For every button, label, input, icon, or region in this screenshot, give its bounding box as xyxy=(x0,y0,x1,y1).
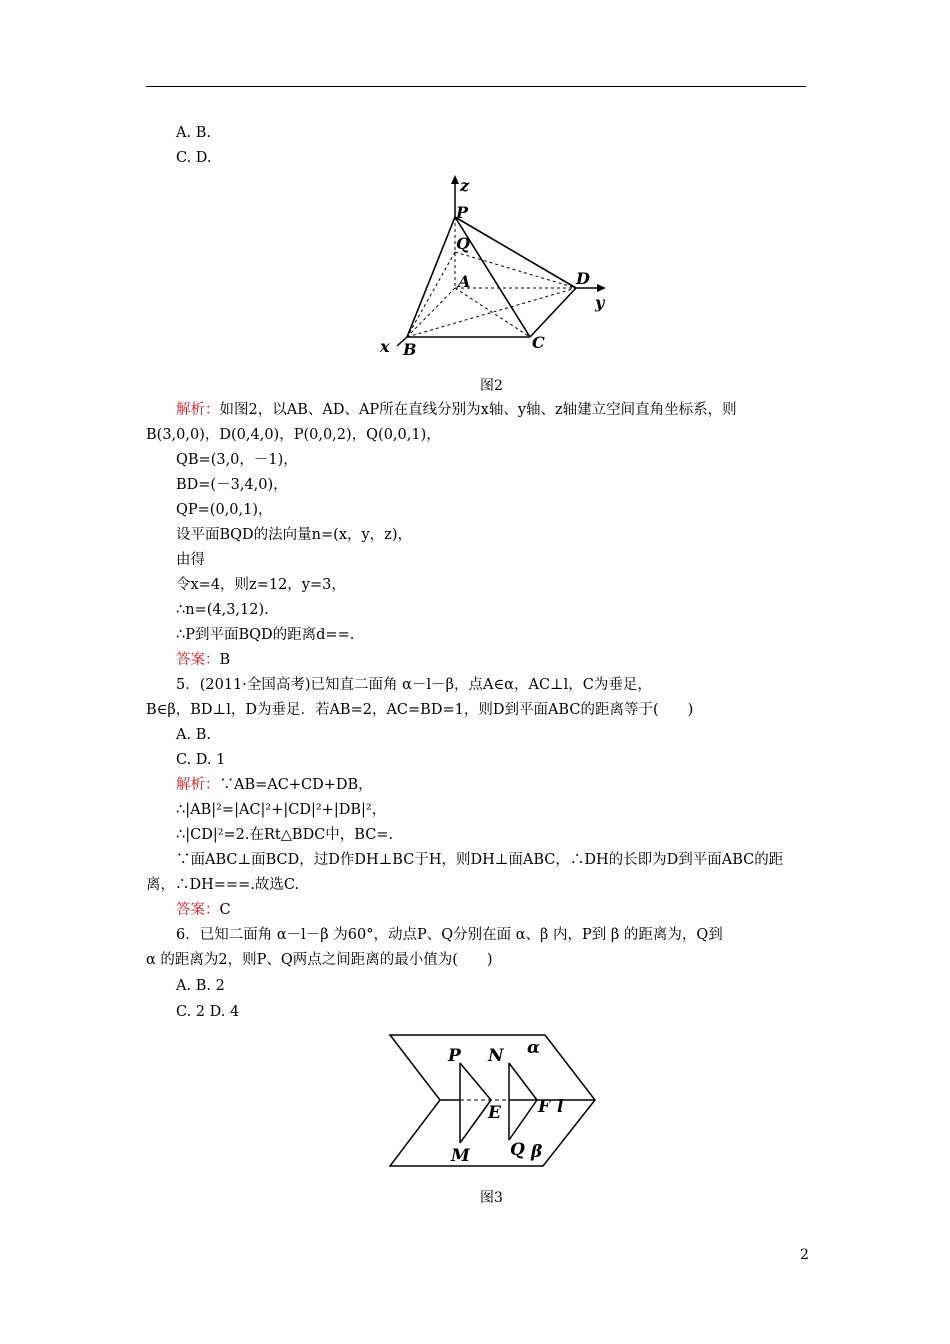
q4-distance-line: ∴P到平面BQD的距离d==. xyxy=(176,627,355,643)
fig2-label-b: B xyxy=(403,340,417,359)
q4-options-line1: A. B. xyxy=(176,125,211,141)
q4-coords-line: B(3,0,0)，D(0,4,0)，P(0,0,2)，Q(0,0,1)， xyxy=(146,427,441,443)
q4-answer-line xyxy=(176,650,230,670)
q5-answer-label: 答案： xyxy=(176,902,220,918)
fig2-label-q: Q xyxy=(456,234,470,253)
fig3-label-beta: β xyxy=(531,1142,543,1162)
q5-solution-line2: ∴|AB|²=|AC|²+|CD|²+|DB|²， xyxy=(176,802,387,818)
q5-options-line1: A. B. xyxy=(176,727,211,743)
q5-answer-value: C xyxy=(219,902,231,918)
q5-solution-line3: ∴|CD|²=2.在Rt△BDC中，BC=. xyxy=(176,827,394,843)
q6-options-line1: A. B. 2 xyxy=(176,978,225,994)
q4-bd-line: BD=(－3,4,0)， xyxy=(176,477,288,493)
q4-youde-line: 由得 xyxy=(176,552,205,568)
q4-answer-label: 答案： xyxy=(176,652,220,668)
figure-3-dihedral xyxy=(385,1030,600,1172)
q5-solution-label: 解析： xyxy=(176,777,220,793)
fig3-label-q: Q xyxy=(510,1140,525,1160)
fig2-label-y: y xyxy=(595,293,605,312)
header-rule xyxy=(146,86,806,87)
fig3-label-l: l xyxy=(557,1097,564,1117)
q5-solution-line1 xyxy=(176,775,373,795)
q4-n-line: ∴n=(4,3,12). xyxy=(176,602,269,618)
q4-solution-label: 解析： xyxy=(176,402,220,418)
q5-solution-line5: 离，∴DH===.故选C. xyxy=(146,877,300,893)
fig3-label-p: P xyxy=(448,1046,461,1066)
q6-options-line2: C. 2 D. 4 xyxy=(176,1004,240,1020)
figure-2-pyramid xyxy=(370,172,620,364)
q5-solution-text: ∵AB=AC+CD+DB， xyxy=(219,777,373,793)
fig2-label-d: D xyxy=(576,269,590,288)
fig3-label-m: M xyxy=(451,1146,470,1166)
fig3-label-f: F xyxy=(538,1097,551,1117)
page-number: 2 xyxy=(800,1247,809,1263)
q4-qp-line: QP=(0,0,1)， xyxy=(176,502,273,518)
q6-stem-line2: α 的距离为2，则P、Q两点之间距离的最小值为( ) xyxy=(146,952,493,968)
q5-answer-line xyxy=(176,900,231,920)
fig2-label-c: C xyxy=(532,333,545,352)
q4-answer-value: B xyxy=(219,652,231,668)
q5-stem-line1: 5．(2011·全国高考)已知直二面角 α－l－β，点A∈α，AC⊥l，C为垂足， xyxy=(176,677,652,693)
fig2-label-a: A xyxy=(458,272,471,291)
figure-2-caption: 图2 xyxy=(480,378,503,394)
q4-normal-line: 设平面BQD的法向量n=(x，y，z)， xyxy=(176,527,412,543)
fig3-label-e: E xyxy=(488,1103,501,1123)
q5-options-line2: C. D. 1 xyxy=(176,752,226,768)
figure-3-caption: 图3 xyxy=(480,1190,503,1206)
q5-solution-line4: ∵面ABC⊥面BCD，过D作DH⊥BC于H，则DH⊥面ABC，∴DH的长即为D到平面ABC的距 xyxy=(176,852,784,868)
fig3-label-n: N xyxy=(488,1046,504,1066)
q4-ling-line: 令x=4，则z=12，y=3， xyxy=(176,577,346,593)
q4-solution-line1 xyxy=(176,400,737,420)
fig2-label-p: P xyxy=(456,203,469,222)
q4-qb-line: QB=(3,0，－1)， xyxy=(176,452,298,468)
q4-solution-text: 如图2，以AB、AD、AP所在直线分别为x轴、y轴、z轴建立空间直角坐标系，则 xyxy=(219,402,737,418)
q4-options-line2: C. D. xyxy=(176,150,212,166)
q6-stem-line1: 6．已知二面角 α－l－β 为60°，动点P、Q分别在面 α、β 内，P到 β 的距离为，Q到 xyxy=(176,927,723,943)
fig3-label-alpha: α xyxy=(527,1038,541,1058)
fig2-label-x: x xyxy=(380,337,390,356)
q5-stem-line2: B∈β，BD⊥l，D为垂足．若AB=2，AC=BD=1，则D到平面ABC的距离等于( ) xyxy=(146,702,694,718)
fig2-label-z: z xyxy=(460,176,470,195)
